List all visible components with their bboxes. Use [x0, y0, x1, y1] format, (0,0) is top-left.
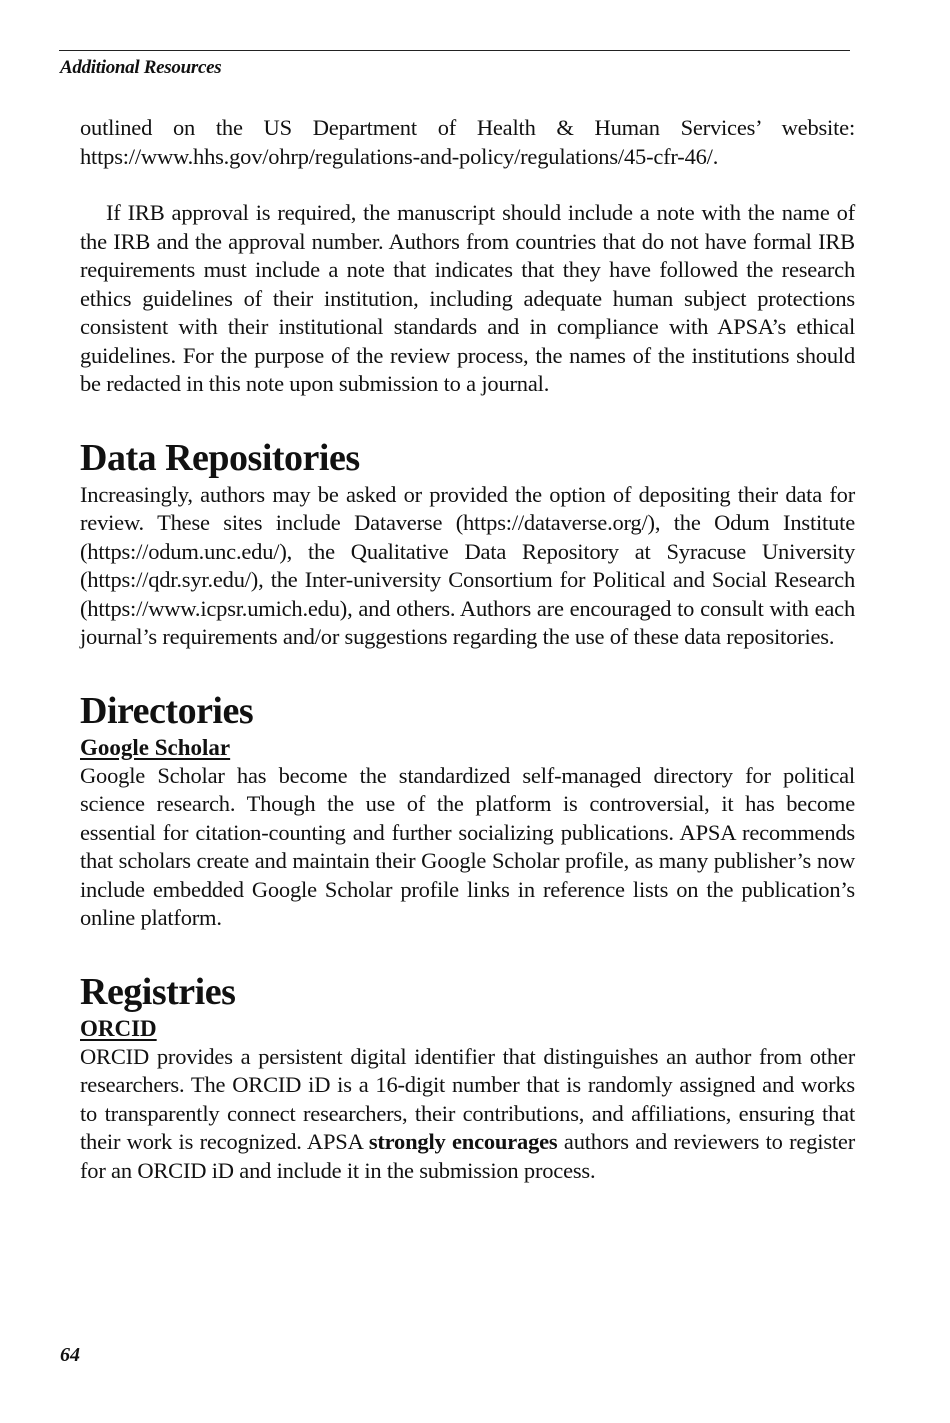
google-scholar-paragraph: Google Scholar has become the standardized self-managed directory for political science research. Though the use of the platform is controversial, it has become essential for citation-counting and further socializing publications. APSA recommends that scholars create and maintain their Google Scholar profile, as many publisher’s now include embedded Google Scholar profile links in reference lists on the publication’s online platform. — [80, 762, 855, 930]
section-directories — [80, 688, 855, 933]
section-registries — [80, 969, 855, 1186]
orcid-text-lead: ORCID provides a persistent digital identifier that distinguishes an author from other researchers. The ORCID iD is a 16-digit number that is randomly assigned and works to transparently connect researchers, their contributions, and affiliations, ensuring that their work is recognized. APSA — [80, 1043, 855, 1154]
intro-paragraph-2: If IRB approval is required, the manuscript should include a note with the name of the IRB and the approval number. Authors from countries that do not have formal IRB requirements must include a note that indicates that they have followed the research ethics guidelines of their institution, including adequate human subject protections consistent with their institutional standards and in compliance with APSA’s ethical guidelines. For the purpose of the review process, the names of the institutions should be redacted in this note upon submission to a journal. — [80, 200, 855, 396]
data-repositories-paragraph: Increasingly, authors may be asked or provided the option of depositing their data for review. These sites include Dataverse (https://dataverse.org/), the Odum Institute (https://odum.unc.edu/), the Qualitative Data Repository at Syracuse University (https://qdr.syr.edu/), the Inter-university Consortium for Political and Social Research (https://www.icpsr.umich.edu), and others. Authors are encouraged to consult with each journal’s requirements and/or suggestions regarding the use of these data repositories. — [80, 481, 855, 649]
google-scholar-subheading: Google Scholar — [80, 734, 231, 760]
orcid-paragraph — [80, 1043, 855, 1186]
header-rule — [59, 50, 850, 51]
orcid-text-tail: authors and reviewers to register for an ORCID iD and include it in the submission process. — [80, 1129, 856, 1183]
orcid-emphasis: strongly encourages — [368, 1129, 558, 1154]
orcid-subheading: ORCID — [80, 1015, 157, 1041]
registries-heading: Registries — [80, 970, 236, 1013]
data-repositories-heading: Data Repositories — [80, 436, 360, 479]
page-body — [80, 114, 855, 1185]
intro-paragraph-1: outlined on the US Department of Health & Human Services’ website: https://www.hhs.gov/ohrp/regulations-and-policy/regulations/45-cfr-46/. — [80, 115, 855, 169]
running-head: Additional Resources — [60, 57, 222, 78]
directories-heading: Directories — [80, 689, 254, 732]
section-data-repositories — [80, 435, 855, 652]
page-number: 64 — [60, 1344, 80, 1366]
